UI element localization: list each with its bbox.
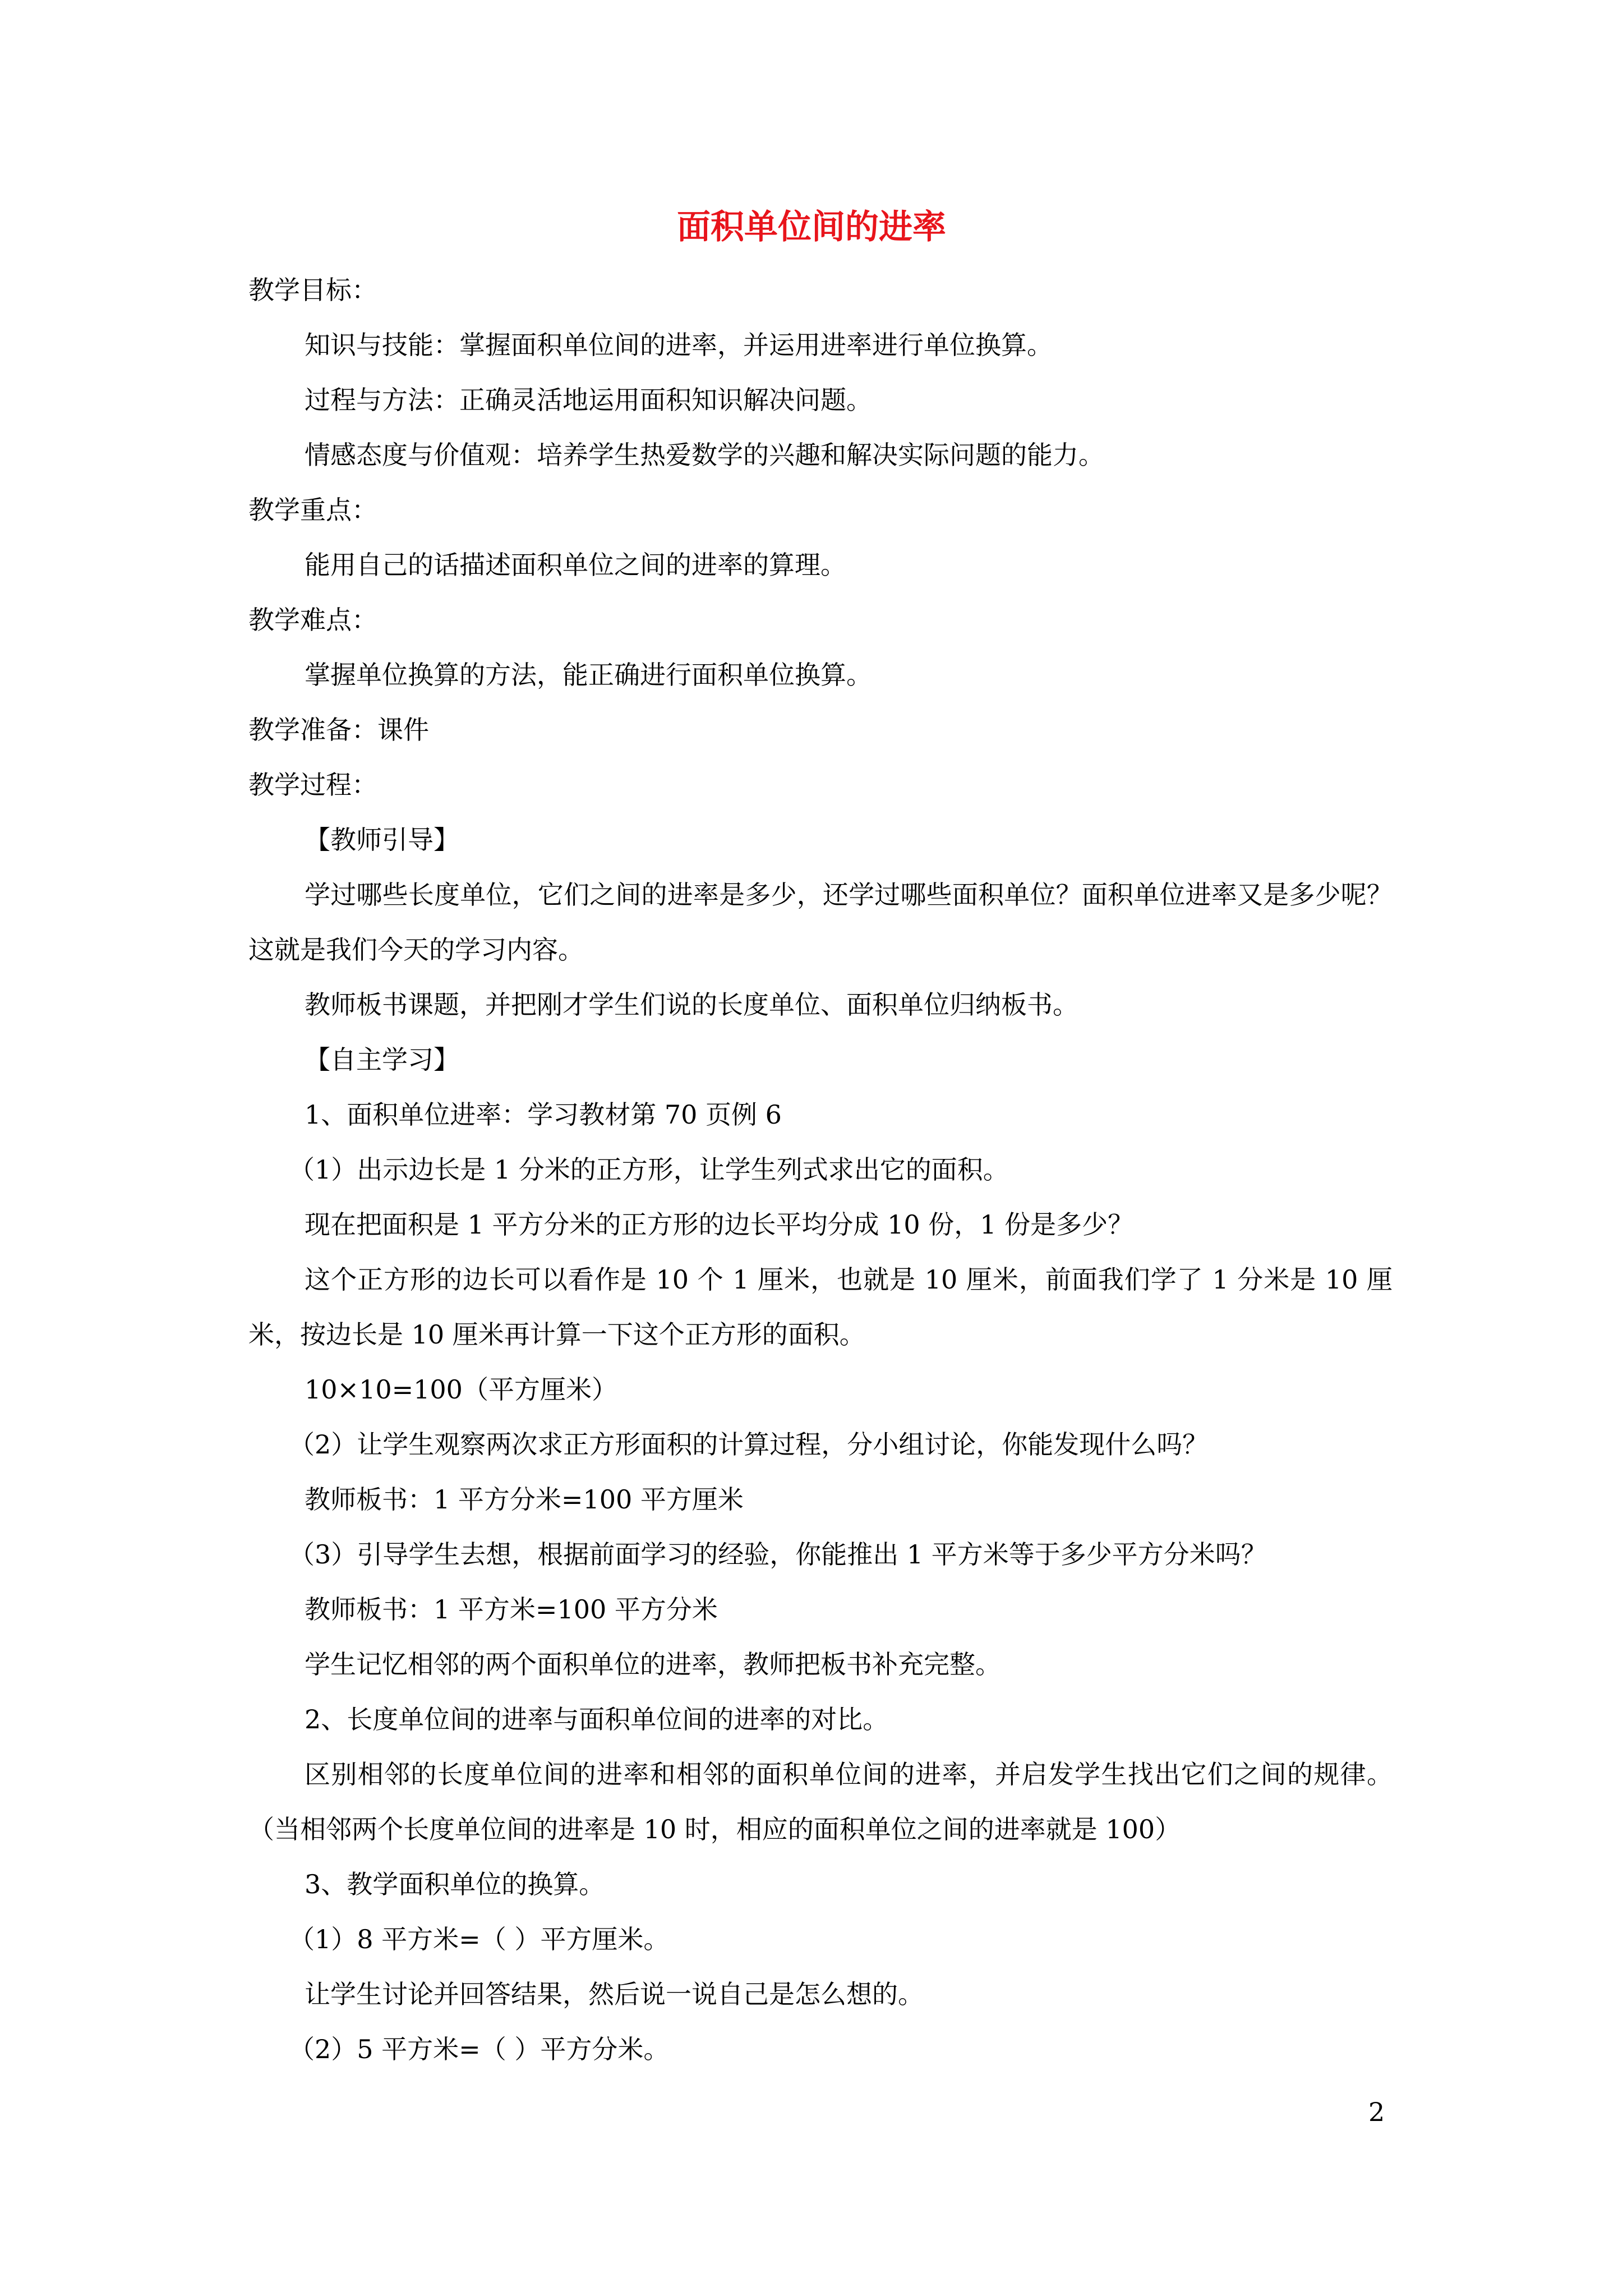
paragraph-28: 让学生讨论并回答结果，然后说一说自己是怎么想的。 — [305, 1979, 924, 2009]
paragraph-13: 【自主学习】 — [305, 1045, 459, 1075]
paragraph-0: 教学目标： — [248, 275, 377, 305]
paragraph-21: （3）引导学生去想，根据前面学习的经验，你能推出 1 平方米等于多少平方分米吗？ — [289, 1539, 1267, 1570]
paragraph-29: （2）5 平方米=（ ）平方分米。 — [289, 2034, 670, 2064]
paragraph-26: 3、教学面积单位的换算。 — [305, 1869, 605, 1899]
paragraph-1: 知识与技能：掌握面积单位间的进率，并运用进率进行单位换算。 — [305, 330, 1053, 360]
paragraph-16: 现在把面积是 1 平方分米的正方形的边长平均分成 10 份，1 份是多少？ — [305, 1209, 1134, 1240]
paragraph-18: 10×10=100（平方厘米） — [305, 1374, 617, 1405]
paragraph-25: 区别相邻的长度单位间的进率和相邻的面积单位间的进率，并启发学生找出它们之间的规律。（当相邻两个长度单位间的进率是 10 时，相应的面积单位之间的进率就是 100） — [248, 1759, 1393, 1844]
paragraph-11: 学过哪些长度单位，它们之间的进率是多少，还学过哪些面积单位？面积单位进率又是多少呢？这就是我们今天的学习内容。 — [248, 880, 1393, 965]
page-title: 面积单位间的进率 — [677, 208, 946, 247]
paragraph-9: 教学过程： — [248, 770, 377, 800]
paragraph-8: 教学准备：课件 — [248, 715, 429, 745]
paragraph-7: 掌握单位换算的方法，能正确进行面积单位换算。 — [305, 660, 872, 690]
paragraph-10: 【教师引导】 — [305, 825, 459, 855]
paragraph-6: 教学难点： — [248, 605, 377, 635]
paragraph-23: 学生记忆相邻的两个面积单位的进率，教师把板书补充完整。 — [305, 1649, 1001, 1680]
paragraph-14: 1、面积单位进率：学习教材第 70 页例 6 — [305, 1099, 782, 1130]
paragraph-5: 能用自己的话描述面积单位之间的进率的算理。 — [305, 550, 846, 580]
paragraph-20: 教师板书：1 平方分米=100 平方厘米 — [305, 1484, 744, 1515]
paragraph-12: 教师板书课题，并把刚才学生们说的长度单位、面积单位归纳板书。 — [305, 990, 1078, 1020]
paragraph-15: （1）出示边长是 1 分米的正方形，让学生列式求出它的面积。 — [289, 1154, 1009, 1185]
document-body — [248, 263, 1393, 2077]
paragraph-17: 这个正方形的边长可以看作是 10 个 1 厘米，也就是 10 厘米，前面我们学了 1 分米是 10 厘米，按边长是 10 厘米再计算一下这个正方形的面积。 — [248, 1264, 1393, 1350]
paragraph-27: （1）8 平方米=（ ）平方厘米。 — [289, 1924, 670, 1954]
paragraph-19: （2）让学生观察两次求正方形面积的计算过程，分小组讨论，你能发现什么吗？ — [289, 1429, 1209, 1460]
paragraph-2: 过程与方法：正确灵活地运用面积知识解决问题。 — [305, 385, 872, 415]
paragraph-3: 情感态度与价值观：培养学生热爱数学的兴趣和解决实际问题的能力。 — [305, 440, 1104, 470]
paragraph-24: 2、长度单位间的进率与面积单位间的进率的对比。 — [305, 1704, 889, 1734]
paragraph-22: 教师板书：1 平方米=100 平方分米 — [305, 1594, 718, 1625]
page-number: 2 — [1368, 2097, 1385, 2127]
paragraph-4: 教学重点： — [248, 495, 377, 525]
